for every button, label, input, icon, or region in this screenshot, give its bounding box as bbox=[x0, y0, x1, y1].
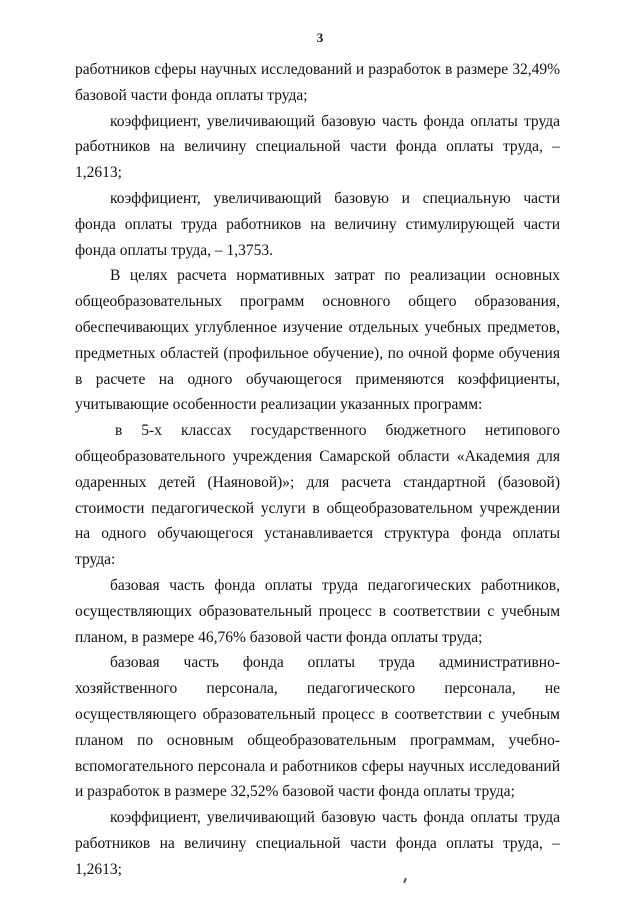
page-number: 3 bbox=[316, 30, 324, 45]
paragraph-5: в 5-х классах государственного бюджетного нетипового общеобразовательного учреждения Самарской области «Академия для одаренных детей (Наяновой)»; для расчета стандартной (базовой) стоимости педагогической услуги в общеобразовательном учреждении на одного обучающегося устанавливается структура фонда оплаты труда: bbox=[75, 422, 560, 569]
paragraph-1: работников сферы научных исследований и разработок в размере 32,49% базовой части фонда оплаты труда; bbox=[75, 61, 560, 104]
paragraph-6: базовая часть фонда оплаты труда педагогических работников, осуществляющих образовательный процесс в соответствии с учебным планом, в размере 46,76% базовой части фонда оплаты труда; bbox=[75, 576, 560, 646]
paragraph-3: коэффициент, увеличивающий базовую и специальную части фонда оплаты труда работников на величину стимулирующей части фонда оплаты труда, – 1,3753. bbox=[75, 189, 560, 259]
paragraph-2: коэффициент, увеличивающий базовую часть фонда оплаты труда работников на величину специальной части фонда оплаты труда, – 1,2613; bbox=[75, 112, 560, 182]
paragraph-8: коэффициент, увеличивающий базовую часть фонда оплаты труда работников на величину специальной части фонда оплаты труда, – 1,2613; bbox=[75, 809, 560, 878]
document-body bbox=[75, 57, 560, 883]
paragraph-4: В целях расчета нормативных затрат по реализации основных общеобразовательных программ основного общего образования, обеспечивающих углубленное изучение отдельных учебных предметов, предметных областей (профильное обучение), по очной форме обучения в расчете на одного обучающегося применяются коэффициенты, учитывающие особенности реализации указанных программ: bbox=[75, 267, 560, 414]
paragraph-7: базовая часть фонда оплаты труда административно-хозяйственного персонала, педагогического персонала, не осуществляющего образовательный процесс в соответствии с учебным планом по основным общеобразовательным программам, учебно-вспомогательного персонала и работников сферы научных исследований и разработок в размере 32,52% базовой части фонда оплаты труда; bbox=[75, 654, 560, 801]
